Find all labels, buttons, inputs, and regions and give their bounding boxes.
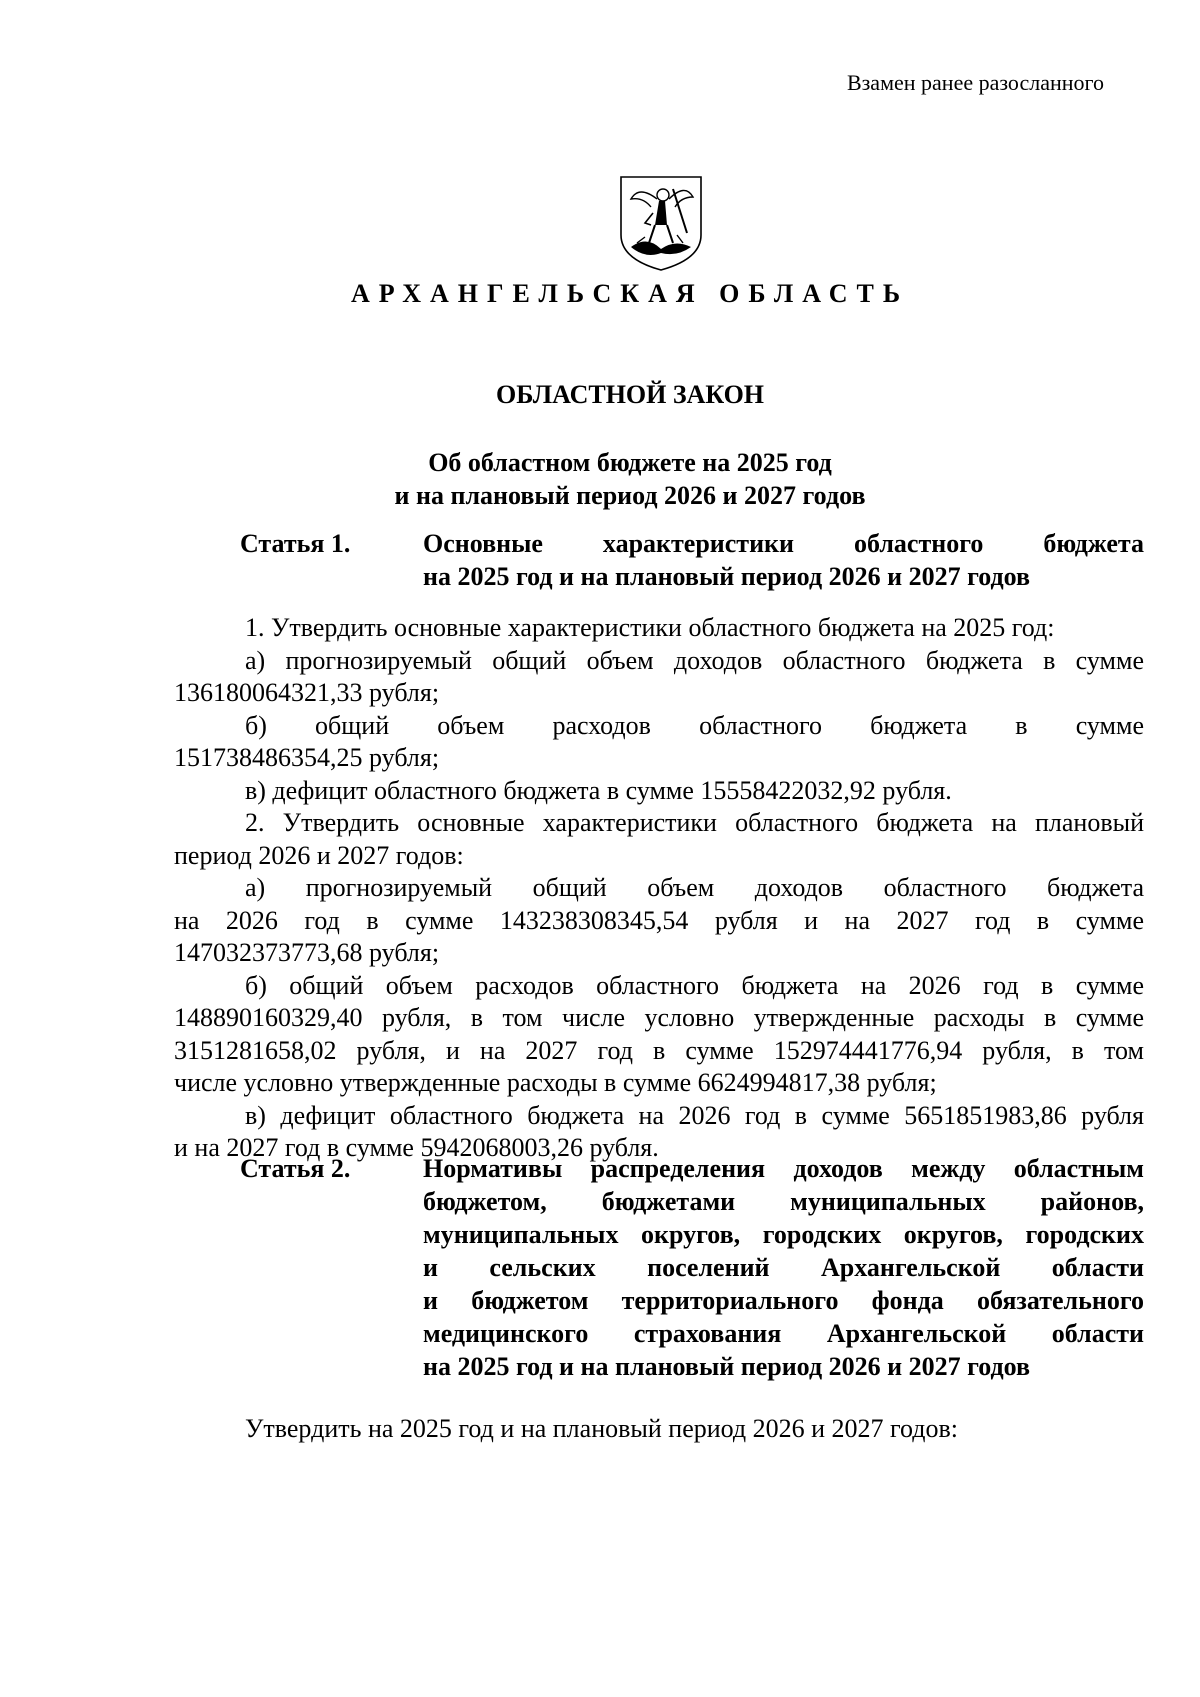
paragraph-line: б) общий объем расходов областного бюджета на 2026 год в сумме [245, 970, 1144, 1000]
paragraph-line: 151738486354,25 рубля; [174, 743, 440, 772]
paragraph-line: в) дефицит областного бюджета на 2026 год в сумме 5651851983,86 рубля [245, 1100, 1144, 1130]
law-title [0, 446, 1200, 512]
article-2-header [240, 1152, 1144, 1383]
paragraph-line: в) дефицит областного бюджета в сумме 15558422032,92 рубля. [245, 775, 952, 805]
article-heading-line: медицинского страхования Архангельской области [423, 1319, 1144, 1348]
paragraph-line: 1. Утвердить основные характеристики областного бюджета на 2025 год: [245, 613, 1055, 642]
arkhangelsk-coat-of-arms-icon [617, 173, 705, 273]
article-heading-line: муниципальных округов, городских округов, городских [423, 1220, 1144, 1249]
article-heading-line: и сельских поселений Архангельской области [423, 1253, 1144, 1282]
paragraph-line: Утвердить на 2025 год и на плановый период 2026 и 2027 годов: [245, 1414, 959, 1443]
paragraph-line: числе условно утвержденные расходы в сумме 6624994817,38 рубля; [174, 1068, 937, 1097]
article-2-number: Статья 2. [240, 1154, 351, 1183]
article-heading-line: бюджетом, бюджетами муниципальных районов, [423, 1187, 1144, 1216]
article-heading-line: и бюджетом территориального фонда обязательного [423, 1286, 1144, 1315]
paragraph-line: период 2026 и 2027 годов: [174, 840, 464, 870]
paragraph-line: 136180064321,33 рубля; [174, 678, 440, 707]
article-heading-line: Основные характеристики областного бюджета [423, 529, 1144, 558]
article-heading-line: на 2025 год и на плановый период 2026 и 2027 годов [423, 562, 1031, 591]
law-type: ОБЛАСТНОЙ ЗАКОН [495, 380, 765, 409]
law-title-line: и на плановый период 2026 и 2027 годов [394, 481, 866, 510]
paragraph-line: 147032373773,68 рубля; [174, 938, 440, 967]
paragraph-line: а) прогнозируемый общий объем доходов областного бюджета [245, 873, 1144, 902]
law-title-line: Об областном бюджете на 2025 год [428, 448, 832, 477]
paragraph-line: б) общий объем расходов областного бюджета в сумме [245, 710, 1144, 740]
article-heading-line: на 2025 год и на плановый период 2026 и 2027 годов [423, 1352, 1031, 1381]
article-2-body [174, 1413, 1144, 1446]
paragraph-line: 148890160329,40 рубля, в том числе условно утвержденные расходы в сумме [174, 1003, 1144, 1032]
region-title: АРХАНГЕЛЬСКАЯ ОБЛАСТЬ [350, 279, 910, 308]
article-1-number: Статья 1. [240, 529, 351, 558]
article-2-heading [423, 1152, 1144, 1383]
replacement-note: Взамен ранее разосланного [846, 70, 1104, 95]
article-heading-line: Нормативы распределения доходов между областным [423, 1154, 1144, 1183]
article-1-heading [423, 527, 1144, 593]
paragraph-line: а) прогнозируемый общий объем доходов областного бюджета в сумме [245, 645, 1144, 675]
paragraph-line: на 2026 год в сумме 143238308345,54 рубля и на 2027 год в сумме [174, 905, 1144, 935]
paragraph-line: и на 2027 год в сумме 5942068003,26 рубля. [174, 1133, 659, 1162]
article-1-header [240, 527, 1144, 593]
paragraph-line: 3151281658,02 рубля, и на 2027 год в сумме 152974441776,94 рубля, в том [174, 1035, 1144, 1065]
article-1-body [174, 612, 1144, 1165]
paragraph-line: 2. Утвердить основные характеристики областного бюджета на плановый [245, 808, 1144, 837]
